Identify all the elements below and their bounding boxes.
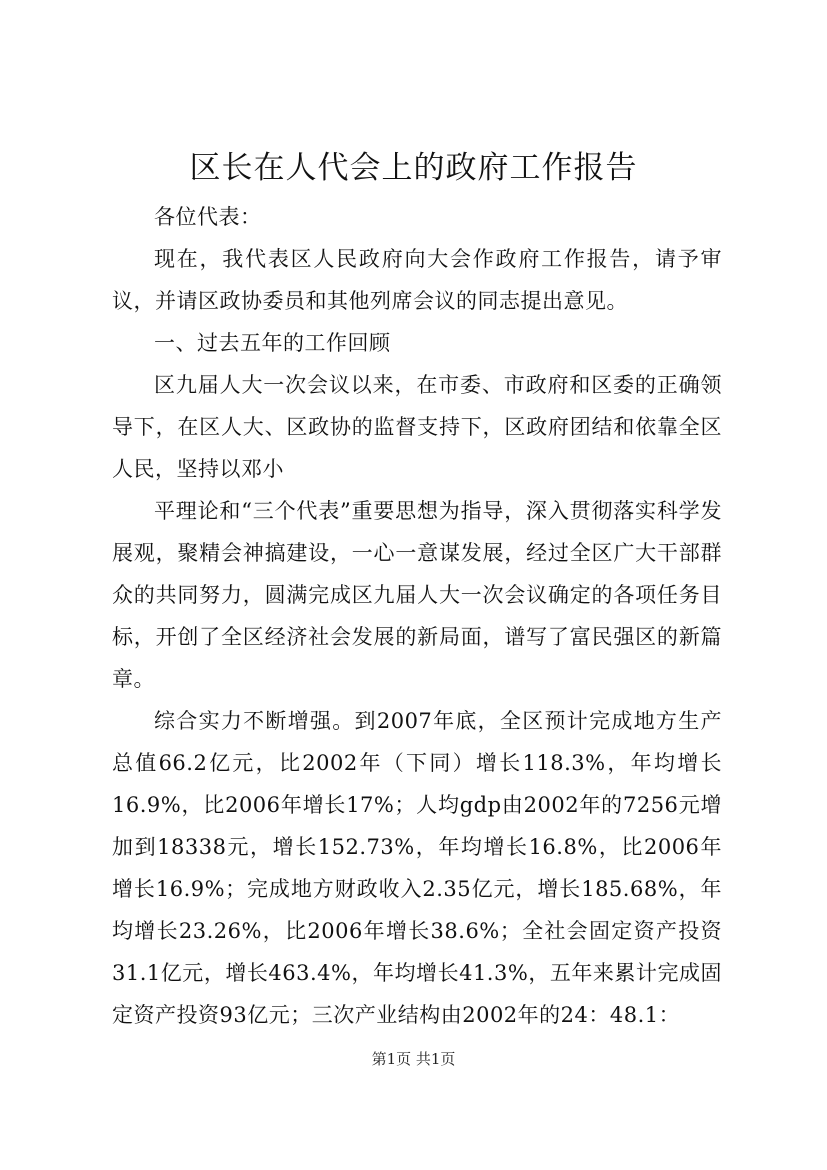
paragraph-salutation: 各位代表： — [154, 205, 262, 229]
paragraph-review-1: 区九届人大一次会议以来，在市委、市政府和区委的正确领导下，在区人大、区政协的监督支持下，区政府团结和依靠全区人民，坚持以邓小 — [112, 373, 722, 481]
section-heading: 一、过去五年的工作回顾 — [154, 331, 391, 355]
document-title: 区长在人代会上的政府工作报告 — [189, 150, 638, 186]
document-body — [112, 196, 722, 1036]
paragraph-review-2: 平理论和“三个代表”重要思想为指导，深入贯彻落实科学发展观，聚精会神搞建设，一心一意谋发展，经过全区广大干部群众的共同努力，圆满完成区九届人大一次会议确定的各项任务目标，开创了全区经济社会发展的新局面，谱写了富民强区的新篇章。 — [112, 499, 722, 691]
paragraph-economy: 综合实力不断增强。到2007年底，全区预计完成地方生产总值66.2亿元，比2002年（下同）增长118.3%，年均增长16.9%，比2006年增长17%；人均gdp由2002年的7256元增加到18338元，增长152.73%，年均增长16.8%，比2006年增长16.9%；完成地方财政收入2.35亿元，增长185.68%，年均增长23.26%，比2006年增长38.6%；全社会固定资产投资31.1亿元，增长463.4%，年均增长41.3%，五年来累计完成固定资产投资93亿元；三次产业结构由2002年的24：48.1： — [112, 709, 722, 1027]
paragraph-intro: 现在，我代表区人民政府向大会作政府工作报告，请予审议，并请区政协委员和其他列席会议的同志提出意见。 — [112, 247, 722, 313]
page-footer: 第1页 共1页 — [371, 1050, 456, 1068]
